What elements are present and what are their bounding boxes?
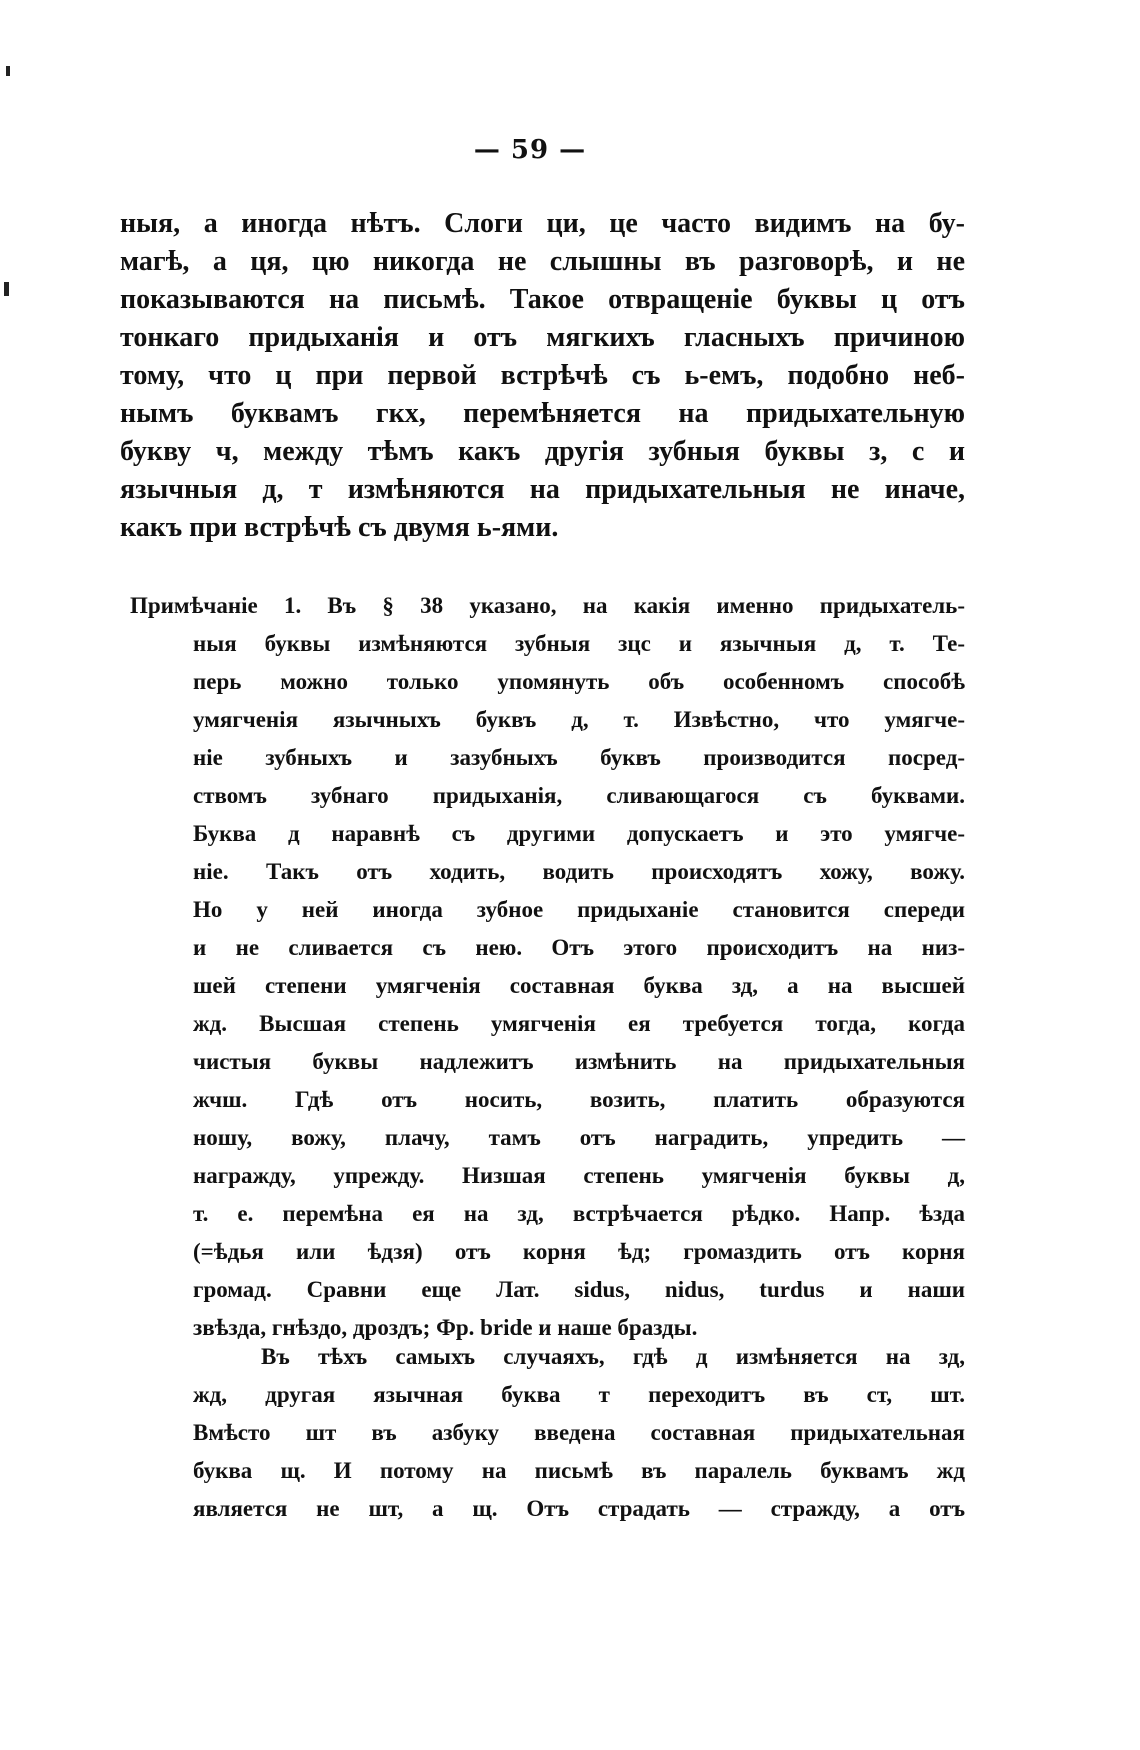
- page-number: — 59 —: [473, 135, 587, 165]
- text-line: ныя, а иногда нѣтъ. Слоги ци, це часто видимъ на бу-: [120, 208, 965, 239]
- text-line: Вмѣсто шт въ азбуку введена составная придыхательная: [193, 1420, 965, 1445]
- note-line: чистыя буквы надлежитъ измѣнить на придыхательныя: [193, 1049, 965, 1074]
- note-line: (=ѣдья или ѣдзя) отъ корня ѣд; громаздить отъ корня: [193, 1239, 965, 1264]
- second-paragraph: [193, 1338, 965, 1528]
- text-line: магѣ, а ця, цю никогда не слышны въ разговорѣ, и не: [120, 246, 965, 277]
- text-line: является не шт, а щ. Отъ страдать — стражду, а отъ: [193, 1496, 965, 1521]
- text-line: букву ч, между тѣмъ какъ другія зубныя буквы з, с и: [120, 436, 965, 467]
- text-line: показываются на письмѣ. Такое отвращеніе буквы ц отъ: [120, 284, 965, 315]
- text-line: жд, другая язычная буква т переходитъ въ ст, шт.: [193, 1382, 965, 1407]
- note-line: громад. Сравни еще Лат. sidus, nidus, turdus и наши: [193, 1277, 965, 1302]
- main-paragraph: [120, 205, 965, 547]
- text-line: Въ тѣхъ самыхъ случаяхъ, гдѣ д измѣняется на зд,: [261, 1344, 965, 1369]
- note-line: ніе. Такъ отъ ходить, водить происходятъ хожу, вожу.: [193, 859, 965, 884]
- note-line: Примѣчаніе 1. Въ § 38 указано, на какія именно придыхатель-: [130, 593, 965, 618]
- note-line: награжду, упрежду. Низшая степень умягченія буквы д,: [193, 1163, 965, 1188]
- note-line: шей степени умягченія составная буква зд, а на высшей: [193, 973, 965, 998]
- note-line: и не сливается съ нею. Отъ этого происходитъ на низ-: [193, 935, 965, 960]
- note-line: ніе зубныхъ и зазубныхъ буквъ производится посред-: [193, 745, 965, 770]
- text-line: какъ при встрѣчѣ съ двумя ь-ями.: [120, 512, 559, 543]
- note-line: жчш. Гдѣ отъ носить, возить, платить образуются: [193, 1087, 965, 1112]
- note-line: т. е. перемѣна ея на зд, встрѣчается рѣдко. Напр. ѣзда: [193, 1201, 965, 1226]
- text-line: тому, что ц при первой встрѣчѣ съ ь-емъ, подобно неб-: [120, 360, 965, 391]
- note-paragraph: [130, 587, 965, 1347]
- text-line: язычныя д, т измѣняются на придыхательныя не иначе,: [120, 474, 965, 505]
- note-line: умягченія язычныхъ буквъ д, т. Извѣстно, что умягче-: [193, 707, 965, 732]
- note-line: ношу, вожу, плачу, тамъ отъ наградить, упредить —: [193, 1125, 965, 1150]
- note-line: звѣзда, гнѣздо, дроздъ; Фр. bride и наше бразды.: [193, 1315, 698, 1340]
- margin-mark-middle: [4, 282, 9, 296]
- margin-mark-top: [6, 66, 10, 76]
- text-line: тонкаго придыханія и отъ мягкихъ гласныхъ причиною: [120, 322, 965, 353]
- note-line: перь можно только упомянуть объ особенномъ способѣ: [193, 669, 965, 694]
- note-line: ныя буквы измѣняются зубныя зцс и язычныя д, т. Те-: [193, 631, 965, 656]
- note-line: ствомъ зубнаго придыханія, сливающагося съ буквами.: [193, 783, 965, 808]
- note-line: жд. Высшая степень умягченія ея требуется тогда, когда: [193, 1011, 965, 1036]
- note-line: Буква д наравнѣ съ другими допускаетъ и это умягче-: [193, 821, 965, 846]
- text-line: нымъ буквамъ гкх, перемѣняется на придыхательную: [120, 398, 965, 429]
- text-line: буква щ. И потому на письмѣ въ паралель буквамъ жд: [193, 1458, 965, 1483]
- note-line: Но у ней иногда зубное придыханіе становится спереди: [193, 897, 965, 922]
